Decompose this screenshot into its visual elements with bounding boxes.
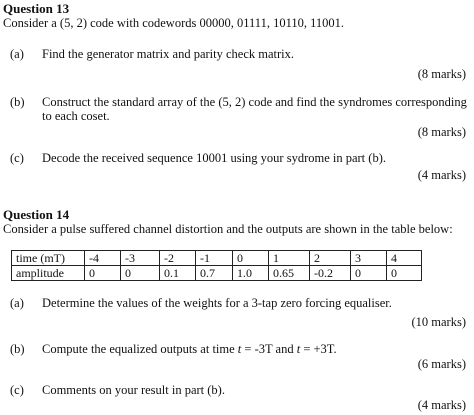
table-cell: 0 — [121, 266, 160, 281]
q13-part-a-marks: (8 marks) — [417, 67, 466, 81]
q13-part-b-label: (b) — [10, 95, 25, 109]
table-cell: 1.0 — [233, 266, 269, 281]
table-cell: -1 — [196, 251, 233, 266]
question-13-title: Question 13 — [3, 1, 70, 16]
table-cell: -2 — [160, 251, 196, 266]
time-variable-t: t — [296, 342, 301, 356]
q14-part-a-label: (a) — [10, 296, 24, 310]
q14-part-b-text-pre: Compute the equalized outputs at time — [42, 342, 238, 356]
table-cell: 0 — [387, 266, 422, 281]
q14-part-b-text — [42, 342, 337, 357]
question-14-title: Question 14 — [3, 207, 70, 222]
q13-part-a-text: Find the generator matrix and parity check matrix. — [42, 47, 294, 61]
q13-part-b-text: Construct the standard array of the (5, 2) code and find the syndromes corresponding — [42, 95, 467, 109]
table-cell: 0 — [351, 266, 387, 281]
q13-part-b-marks: (8 marks) — [417, 125, 466, 139]
table-header-time: time (mT) — [12, 251, 85, 266]
table-cell: 0.65 — [269, 266, 310, 281]
q14-part-c-label: (c) — [10, 383, 24, 397]
pulse-output-table — [11, 250, 422, 281]
q14-part-b-text-mid: = -3T and — [241, 342, 297, 356]
table-cell: -0.2 — [310, 266, 351, 281]
table-cell: 2 — [310, 251, 351, 266]
q14-part-a-marks: (10 marks) — [411, 315, 466, 329]
table-cell: 0.7 — [196, 266, 233, 281]
table-header-amplitude: amplitude — [12, 266, 85, 281]
table-cell: 0 — [85, 266, 121, 281]
table-cell: 3 — [351, 251, 387, 266]
q14-part-c-marks: (4 marks) — [417, 398, 466, 412]
q13-part-b-text-cont: to each coset. — [42, 109, 110, 123]
q13-part-c-label: (c) — [10, 151, 24, 165]
q14-part-c-text: Comments on your result in part (b). — [42, 383, 225, 397]
table-cell: 0.1 — [160, 266, 196, 281]
q14-part-b-marks: (6 marks) — [417, 357, 466, 371]
q13-part-a-label: (a) — [10, 47, 24, 61]
q13-part-c-text: Decode the received sequence 10001 using your sydrome in part (b). — [42, 151, 386, 165]
table-row-amplitude — [12, 266, 422, 281]
table-cell: 4 — [387, 251, 422, 266]
time-variable-t: t — [237, 342, 242, 356]
q14-part-b-text-post: = +3T. — [300, 342, 337, 356]
table-cell: 1 — [269, 251, 310, 266]
q14-part-a-text: Determine the values of the weights for a 3-tap zero forcing equaliser. — [42, 296, 392, 310]
q14-part-b-label: (b) — [10, 342, 25, 356]
question-14-intro: Consider a pulse suffered channel distortion and the outputs are shown in the table below: — [3, 222, 453, 236]
question-13-intro: Consider a (5, 2) code with codewords 00000, 01111, 10110, 11001. — [3, 16, 345, 30]
table-cell: -3 — [121, 251, 160, 266]
table-cell: -4 — [85, 251, 121, 266]
table-cell: 0 — [233, 251, 269, 266]
table-row-time — [12, 251, 422, 266]
q13-part-c-marks: (4 marks) — [417, 168, 466, 182]
